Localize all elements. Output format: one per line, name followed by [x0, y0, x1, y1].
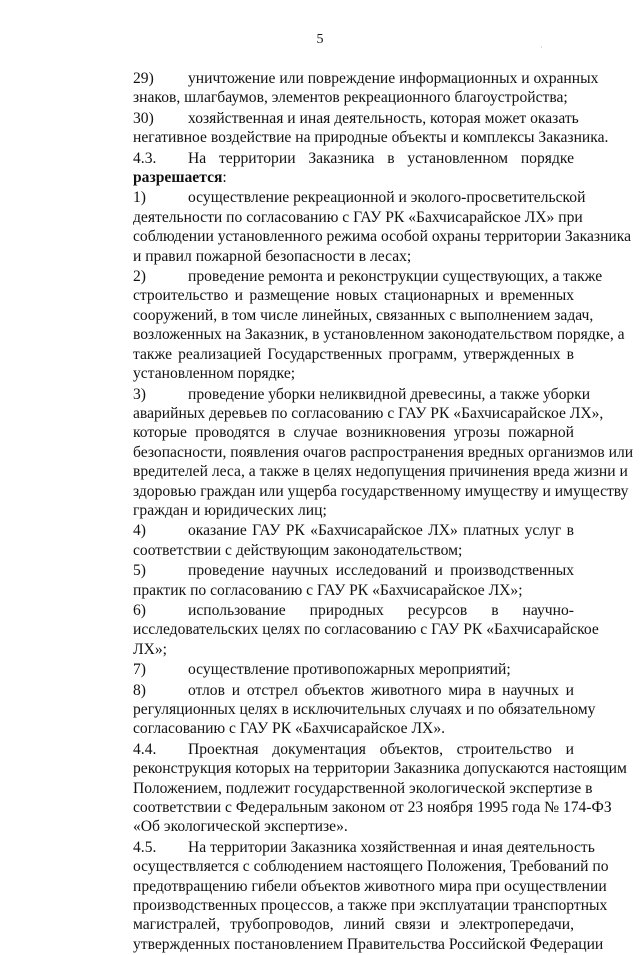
clause-text: здоровью граждан или ущерба государственному имуществу и имуществу	[133, 482, 629, 500]
text-line	[88, 561, 574, 580]
text-line	[88, 817, 574, 836]
clause-text: согласованию с ГАУ РК «Бахчисарайское ЛХ».	[133, 720, 446, 738]
text-line	[88, 306, 594, 325]
clause-text: безопасности, появления очагов распространения вредных организмов или	[133, 443, 634, 461]
clause-text: граждан и юридических лиц;	[133, 501, 327, 519]
clause-text: проведение научных исследований и производственных	[188, 562, 574, 580]
text-line	[88, 109, 579, 128]
clause-text: проведение уборки неликвидной древесины, а также уборки	[188, 385, 591, 403]
clause-number: 4.4.	[133, 740, 157, 758]
text-line	[88, 69, 599, 88]
clause-number: 4.3.	[133, 149, 157, 167]
page-number: 5	[316, 32, 324, 47]
text-line	[88, 581, 574, 600]
clause-text: осуществление рекреационной и эколого-просветительской	[188, 189, 586, 207]
document-body	[88, 69, 634, 955]
clause-text: знаков, шлагбаумов, элементов рекреационного благоустройства;	[133, 89, 568, 107]
clause-text: соответствии с Федеральным законом от 23 ноября 1995 года № 174-ФЗ	[133, 799, 612, 817]
text-line	[88, 719, 574, 738]
text-line	[88, 857, 609, 876]
text-line	[88, 188, 586, 207]
clause-number: 6)	[133, 601, 146, 619]
clause-text: строительство и размещение новых стационарных и временных	[133, 287, 574, 305]
clause-number: 29)	[133, 70, 154, 87]
clause-text: уничтожение или повреждение информационных и охранных	[188, 70, 599, 87]
clause-paragraph	[88, 681, 596, 739]
clause-number: 2)	[133, 268, 146, 286]
clause-text: утвержденных постановлением Правительства Российской Федерации	[133, 935, 604, 953]
clause-paragraph	[88, 69, 599, 108]
clause-number: 3)	[133, 385, 146, 403]
text-line	[88, 915, 574, 934]
clause-text: проведение ремонта и реконструкции существующих, а также	[188, 268, 603, 286]
text-line	[88, 640, 574, 659]
text-line	[88, 149, 574, 168]
clause-text: возложенных на Заказник, в установленном законодательством порядке, а	[133, 326, 625, 344]
clause-text: производственных процессов, а также при эксплуатации транспортных	[133, 897, 608, 915]
text-line	[88, 286, 574, 305]
clause-text: установленном порядке;	[133, 365, 296, 383]
text-line	[88, 759, 627, 778]
clause-text: сооружений, в том числе линейных, связанных с выполнением задач,	[133, 306, 594, 324]
clause-paragraph	[88, 740, 627, 837]
text-line	[88, 877, 607, 896]
clause-text: которые проводятся в случае возникновения угрозы пожарной	[133, 424, 574, 442]
text-line	[88, 345, 574, 364]
clause-text: предотвращению гибели объектов животного мира при осуществлении	[133, 877, 607, 895]
text-line	[88, 541, 574, 560]
clause-text: исследовательских целях по согласованию с ГАУ РК «Бахчисарайское	[133, 621, 599, 639]
text-line	[88, 798, 612, 817]
clause-text: регуляционных целях в исключительных случаях и по обязательному	[133, 701, 596, 718]
text-line	[88, 838, 595, 857]
clause-paragraph	[88, 660, 574, 679]
text-line	[88, 740, 574, 759]
clause-text: На территории Заказника хозяйственная и иная деятельность	[188, 838, 595, 856]
clause-paragraph	[88, 188, 632, 266]
text-line	[88, 521, 574, 540]
clause-text: и правил пожарной безопасности в лесах;	[133, 247, 412, 265]
clause-paragraph	[88, 838, 609, 954]
clause-paragraph	[88, 521, 574, 560]
clause-text: ЛХ»;	[133, 640, 167, 658]
clause-paragraph	[88, 601, 599, 659]
text-line	[88, 601, 574, 620]
clause-text: оказание ГАУ РК «Бахчисарайское ЛХ» платных услуг в	[188, 522, 574, 540]
text-line	[88, 88, 574, 107]
scan-mark: ·	[540, 43, 543, 52]
text-line	[88, 681, 574, 700]
text-line	[88, 443, 634, 462]
clause-number: 4)	[133, 522, 146, 540]
clause-text: Положением, подлежит государственной экологической экспертизе в	[133, 779, 593, 797]
clause-paragraph	[88, 561, 574, 600]
text-line	[88, 208, 583, 227]
text-line	[88, 364, 574, 383]
text-line	[88, 227, 632, 246]
clause-number: 5)	[133, 562, 146, 580]
punctuation: :	[222, 169, 227, 187]
text-line	[88, 935, 604, 954]
clause-number: 7)	[133, 661, 146, 679]
clause-text: реконструкция которых на территории Заказника допускаются настоящим	[133, 760, 627, 778]
clause-text: осуществляется с соблюдением настоящего Положения, Требований по	[133, 858, 609, 876]
text-line	[88, 779, 593, 798]
text-line	[88, 128, 609, 147]
clause-text: практик по согласованию с ГАУ РК «Бахчисарайское ЛХ»;	[133, 581, 523, 599]
clause-text: использование природных ресурсов в научно-	[188, 601, 574, 619]
text-line	[88, 404, 604, 423]
text-line	[88, 423, 574, 442]
clause-text: негативное воздействие на природные объекты и комплексы Заказника.	[133, 129, 609, 147]
clause-text: осуществление противопожарных мероприятий;	[188, 661, 511, 679]
clause-text: Проектная документация объектов, строительство и	[188, 740, 574, 758]
clause-text: На территории Заказника в установленном порядке	[188, 149, 574, 167]
bold-keyword: разрешается	[133, 169, 223, 187]
clause-number: 4.5.	[133, 838, 157, 856]
clause-text: также реализацией Государственных программ, утвержденных в	[133, 345, 574, 363]
clause-text: деятельности по согласованию с ГАУ РК «Бахчисарайское ЛХ» при	[133, 208, 583, 226]
text-line	[88, 700, 596, 719]
clause-number: 1)	[133, 189, 146, 207]
text-line	[88, 620, 599, 639]
clause-paragraph	[88, 267, 625, 383]
clause-number: 8)	[133, 681, 146, 699]
text-line	[88, 896, 608, 915]
text-line	[88, 267, 603, 286]
clause-text: отлов и отстрел объектов животного мира в научных и	[188, 681, 574, 699]
text-line	[88, 385, 591, 404]
text-line	[88, 501, 574, 520]
clause-text: соблюдении установленного режима особой охраны территории Заказника	[133, 228, 632, 246]
clause-text: вредителей леса, а также в целях недопущения причинения вреда жизни и	[133, 463, 628, 481]
text-line	[88, 660, 574, 679]
clause-paragraph	[88, 109, 609, 148]
text-line	[88, 325, 625, 344]
text-line	[88, 462, 628, 481]
clause-paragraph	[88, 385, 634, 521]
clause-text: аварийных деревьев по согласованию с ГАУ РК «Бахчисарайское ЛХ»,	[133, 404, 604, 422]
text-line	[88, 482, 629, 501]
clause-text: «Об экологической экспертизе».	[133, 818, 348, 836]
text-line	[88, 247, 574, 266]
clause-paragraph	[88, 149, 574, 188]
clause-text: соответствии с действующим законодательством;	[133, 541, 463, 559]
clause-text: хозяйственная и иная деятельность, которая может оказать	[188, 109, 579, 127]
clause-text: магистралей, трубопроводов, линий связи и электропередачи,	[133, 916, 574, 934]
text-line	[88, 168, 574, 187]
clause-number: 30)	[133, 109, 154, 127]
